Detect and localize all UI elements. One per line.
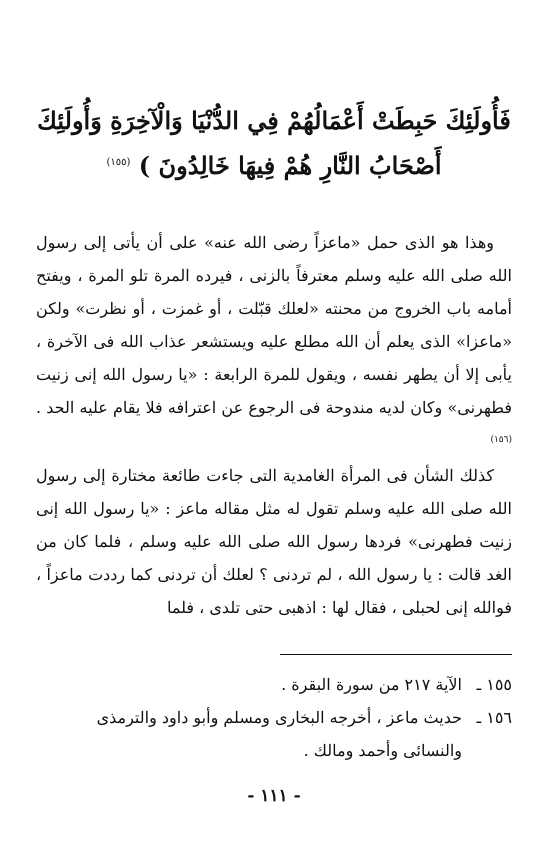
page-number: - ١١١ - <box>247 786 301 806</box>
footnote-number: ١٥٦ ـ <box>476 708 512 727</box>
footnote-155 <box>36 668 512 701</box>
paragraph-1-text: وهذا هو الذى حمل «ماعزاً رضى الله عنه» على أن يأتى إلى رسول الله صلى الله عليه وسلم معترفاً بالزنى ، فيرده المرة تلو المرة ، ويفتح أمامه باب الخروج من محنته «لعلك قبّلت ، أو غمزت ، أو نظرت» ولكن «ماعزا» الذى يعلم أن الله مطلع عليه ويستشعر عذاب الله فى الآخرة ، يأبى إلا أن يطهر نفسه ، ويقول للمرة الرابعة : «يا رسول الله إنى زنيت فطهرنى» وكان لديه مندوحة فى الرجوع عن اعترافه فلا يقام عليه الحد . <box>36 233 512 417</box>
verse-line-2 <box>36 142 512 187</box>
footnote-text: حديث ماعز ، أخرجه البخارى ومسلم وأبو داود والترمذى والنسائى وأحمد ومالك . <box>96 708 462 760</box>
footnote-number: ١٥٥ ـ <box>476 675 512 694</box>
footnotes <box>36 668 512 767</box>
paragraph-1 <box>36 226 512 459</box>
verse-reference: (١٥٥) <box>106 157 131 168</box>
verse-line-2-text: أَصْحَابُ النَّارِ هُمْ فِيهَا خَالِدُونَ ) <box>138 151 442 180</box>
body-text <box>36 226 512 624</box>
footnote-text: الآية ٢١٧ من سورة البقرة . <box>281 675 462 694</box>
footnote-156 <box>36 701 512 767</box>
paragraph-2: كذلك الشأن فى المرأة الغامدية التى جاءت طائعة مختارة إلى رسول الله صلى الله عليه وسلم تقول له مثل مقاله ماعز : «يا رسول الله إنى زنيت فطهرنى» فردها رسول الله صلى الله عليه وسلم ، فلما كان من الغد قالت : يا رسول الله ، لم تردنى ؟ لعلك أن تردنى كما رددت ماعزاً ، فوالله إنى لحبلى ، فقال لها : اذهبى حتى تلدى ، فلما <box>36 466 512 618</box>
footnote-ref-156: (١٥٦) <box>490 435 512 445</box>
footnote-divider <box>280 654 512 655</box>
verse-line-1: فَأُولَئِكَ حَبِطَتْ أَعْمَالُهُمْ فِي الدُّنْيَا وَالْآخِرَةِ وَأُولَئِكَ <box>37 106 511 135</box>
quran-verse <box>36 100 512 187</box>
